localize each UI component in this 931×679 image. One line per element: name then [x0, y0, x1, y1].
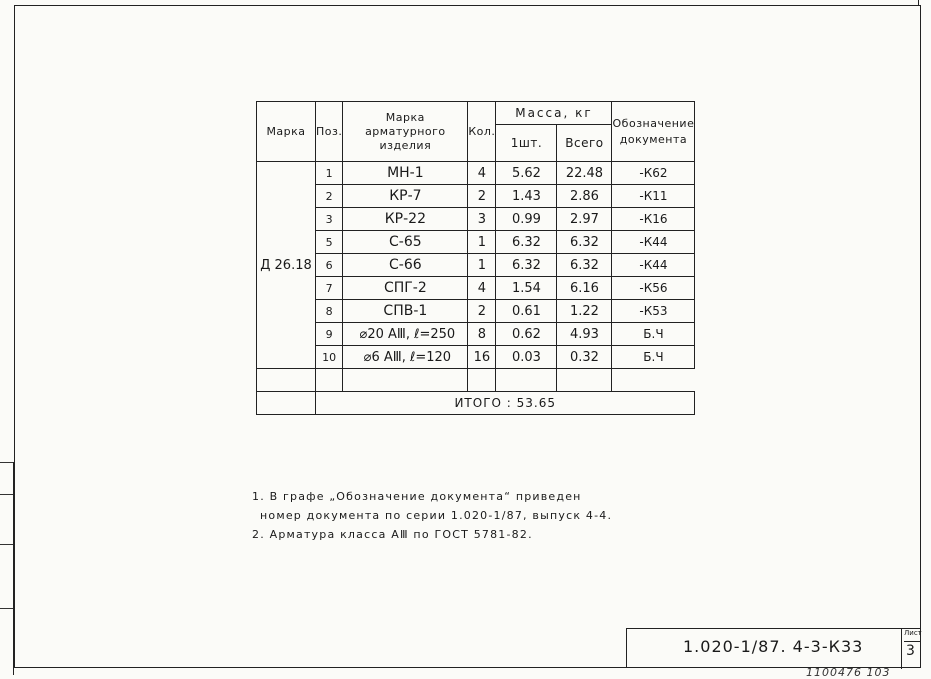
empty-all: [496, 369, 557, 392]
cell-doc: -К53: [612, 300, 695, 323]
header-poz: Поз.: [316, 102, 343, 162]
cell-qty: 2: [468, 185, 496, 208]
sheet-label: Лист: [904, 629, 920, 642]
cell-name: КР-7: [343, 185, 468, 208]
document-code: 1.020-1/87. 4-3-К33: [683, 637, 864, 656]
cell-qty: 3: [468, 208, 496, 231]
total-row: ИТОГО : 53.65: [316, 392, 695, 415]
cell-mass-all: 6.32: [557, 254, 612, 277]
cell-mass-all: 6.32: [557, 231, 612, 254]
cell-doc: -К44: [612, 254, 695, 277]
table-row: [257, 323, 695, 346]
cell-poz: 1: [316, 162, 343, 185]
cell-poz: 6: [316, 254, 343, 277]
table-row: [257, 277, 695, 300]
cell-qty: 1: [468, 254, 496, 277]
cell-mass-one: 5.62: [496, 162, 557, 185]
specification-table: [256, 101, 695, 415]
header-doc-line1: Обозначение: [612, 116, 695, 130]
cell-name: С-66: [343, 254, 468, 277]
header-doc: [612, 102, 695, 162]
empty-poz: [257, 369, 316, 392]
sheet-number: 3: [906, 643, 915, 659]
cell-mass-one: 6.32: [496, 254, 557, 277]
table-row: [257, 346, 695, 369]
note-1: 1. В графе „Обозначение документа“ приведен: [252, 490, 582, 503]
table-row: [257, 254, 695, 277]
note-1-cont: номер документа по серии 1.020-1/87, выпуск 4-4.: [260, 509, 613, 522]
cell-mass-one: 0.62: [496, 323, 557, 346]
empty-doc: [557, 369, 612, 392]
cell-poz: 9: [316, 323, 343, 346]
header-qty: Кол.: [468, 102, 496, 162]
cell-qty: 16: [468, 346, 496, 369]
cell-mass-all: 0.32: [557, 346, 612, 369]
header-mass-one: 1шт.: [496, 125, 557, 162]
header-name-line1: Марка: [385, 110, 425, 124]
archive-number: 1100476 103: [806, 666, 891, 679]
cell-name: СПВ-1: [343, 300, 468, 323]
cell-poz: 2: [316, 185, 343, 208]
cell-doc: -К16: [612, 208, 695, 231]
empty-name: [316, 369, 343, 392]
header-name: [343, 102, 468, 162]
table-row: [257, 300, 695, 323]
total-left-blank: [257, 392, 316, 415]
notes: [252, 487, 612, 544]
cell-name: ⌀20 АⅢ, ℓ=250: [343, 323, 468, 346]
header-doc-line2: документа: [619, 132, 688, 146]
header-mass: Масса, кг: [496, 102, 612, 125]
empty-one: [468, 369, 496, 392]
cell-poz: 7: [316, 277, 343, 300]
cell-poz: 5: [316, 231, 343, 254]
cell-doc: -К44: [612, 231, 695, 254]
cell-mass-all: 2.97: [557, 208, 612, 231]
empty-qty: [343, 369, 468, 392]
cell-mass-all: 22.48: [557, 162, 612, 185]
table-row: [257, 185, 695, 208]
note-2: 2. Арматура класса АⅢ по ГОСТ 5781-82.: [252, 528, 533, 541]
cell-qty: 8: [468, 323, 496, 346]
cell-doc: -К62: [612, 162, 695, 185]
cell-name: ⌀6 АⅢ, ℓ=120: [343, 346, 468, 369]
cell-doc: -К11: [612, 185, 695, 208]
cell-mass-all: 4.93: [557, 323, 612, 346]
cell-mass-one: 6.32: [496, 231, 557, 254]
group-mark: Д 26.18: [257, 162, 316, 369]
header-mark: Марка: [257, 102, 316, 162]
cell-poz: 10: [316, 346, 343, 369]
header-mass-all: Всего: [557, 125, 612, 162]
cell-qty: 4: [468, 277, 496, 300]
cell-name: МН-1: [343, 162, 468, 185]
cell-mass-one: 0.61: [496, 300, 557, 323]
title-block: [626, 628, 921, 668]
cell-mass-one: 0.03: [496, 346, 557, 369]
cell-mass-one: 1.54: [496, 277, 557, 300]
cell-name: С-65: [343, 231, 468, 254]
cell-poz: 8: [316, 300, 343, 323]
cell-qty: 2: [468, 300, 496, 323]
table-row: [257, 231, 695, 254]
table-row: [257, 162, 695, 185]
cell-mass-one: 0.99: [496, 208, 557, 231]
cell-name: СПГ-2: [343, 277, 468, 300]
cell-mass-all: 6.16: [557, 277, 612, 300]
cell-doc: Б.Ч: [612, 346, 695, 369]
cell-mass-one: 1.43: [496, 185, 557, 208]
cell-qty: 4: [468, 162, 496, 185]
table-row: [257, 208, 695, 231]
sheet-box: [901, 629, 921, 669]
cell-poz: 3: [316, 208, 343, 231]
cell-name: КР-22: [343, 208, 468, 231]
cell-doc: -К56: [612, 277, 695, 300]
header-name-line3: изделия: [379, 138, 432, 152]
side-stamp: [0, 462, 14, 675]
cell-qty: 1: [468, 231, 496, 254]
cell-mass-all: 1.22: [557, 300, 612, 323]
cell-doc: Б.Ч: [612, 323, 695, 346]
header-name-line2: арматурного: [365, 124, 446, 138]
cell-mass-all: 2.86: [557, 185, 612, 208]
